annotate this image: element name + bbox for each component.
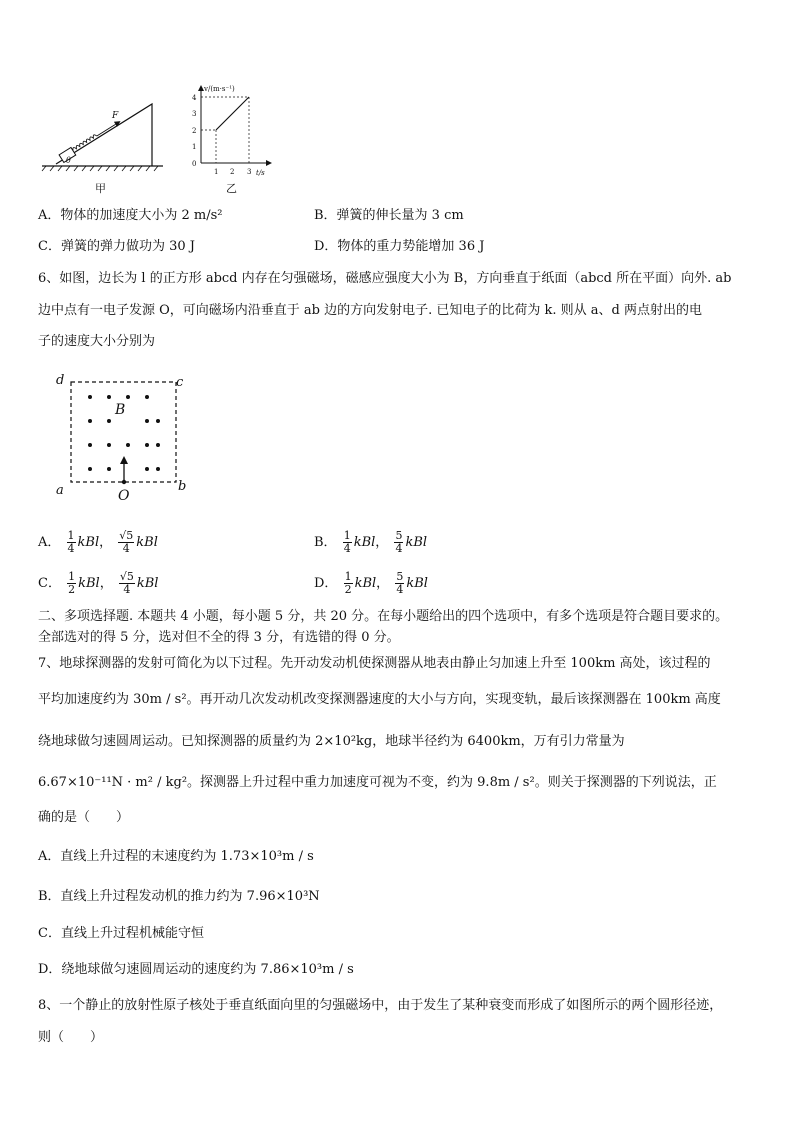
- x-tick-2: 2: [230, 168, 235, 176]
- frac-den: 4: [396, 583, 404, 596]
- frac-num: 1: [68, 570, 76, 583]
- x-tick-1: 1: [214, 168, 219, 176]
- section2-instructions-line-1: 二、多项选择题. 本题共 4 小题，每小题 5 分，共 20 分。在每小题给出的四个选项中，有多个选项是符合题目要求的。: [38, 609, 729, 624]
- frac-num: 5: [396, 570, 404, 583]
- frac-tail: kBl: [77, 535, 100, 550]
- q7-text-line-5: 确的是（ ）: [38, 810, 130, 825]
- frac-den: 4: [67, 542, 75, 555]
- q7-option-b[interactable]: B．直线上升过程发动机的推力约为 7.96×10³N: [38, 889, 320, 904]
- q6-text-line-1: 6、如图，边长为 l 的正方形 abcd 内存在匀强磁场，磁感应强度大小为 B，方向垂直于纸面（abcd 所在平面）向外. ab: [38, 271, 732, 286]
- x-tick-3: 3: [247, 168, 252, 176]
- q7-text-line-4: 6.67×10⁻¹¹N · m² / kg²。探测器上升过程中重力加速度可视为不变，约为 9.8m / s²。则关于探测器的下列说法，正: [38, 775, 717, 790]
- frac-tail: kBl: [136, 576, 159, 591]
- y-tick-0: 0: [192, 160, 197, 168]
- q5-option-d[interactable]: D．物体的重力势能增加 36 J: [314, 239, 485, 254]
- q5-option-b[interactable]: B．弹簧的伸长量为 3 cm: [314, 208, 464, 223]
- y-tick-2: 2: [192, 127, 197, 135]
- q8-text-line-2: 则（ ）: [38, 1030, 104, 1045]
- frac-tail: kBl: [136, 535, 158, 550]
- frac-den: 4: [343, 542, 351, 555]
- separator: ，: [99, 535, 113, 550]
- q7-option-a[interactable]: A．直线上升过程的末速度约为 1.73×10³m / s: [38, 849, 314, 864]
- q7-option-d[interactable]: D．绕地球做匀速圆周运动的速度约为 7.86×10³m / s: [38, 962, 354, 977]
- y-tick-4: 4: [192, 94, 197, 102]
- frac-num: 1: [67, 529, 75, 542]
- q7-option-c[interactable]: C．直线上升过程机械能守恒: [38, 926, 204, 941]
- frac-den: 4: [395, 542, 403, 555]
- y-tick-1: 1: [192, 143, 197, 151]
- frac-num: 1: [343, 529, 351, 542]
- y-axis-label: v/(m·s⁻¹): [204, 85, 235, 93]
- corner-b-label: b: [178, 479, 187, 494]
- q6-option-c-label: C．: [38, 576, 61, 591]
- frac-num: √5: [119, 529, 134, 542]
- q6-option-b-label: B．: [314, 535, 337, 550]
- field-b-label: B: [115, 402, 126, 418]
- separator: ，: [376, 576, 390, 591]
- q5-option-a[interactable]: A．物体的加速度大小为 2 m/s²: [38, 208, 223, 223]
- fig-caption-yi: 乙: [226, 182, 237, 195]
- angle-label: θ: [66, 156, 71, 165]
- frac-tail: kBl: [354, 576, 377, 591]
- frac-tail: kBl: [406, 576, 428, 591]
- frac-num: 1: [344, 570, 352, 583]
- q8-text-line-1: 8、一个静止的放射性原子核处于垂直纸面向里的匀强磁场中，由于发生了某种衰变而形成了如图所示的两个圆形径迹，: [38, 998, 723, 1013]
- separator: ，: [99, 576, 113, 591]
- q6-text-line-2: 边中点有一电子发源 O，可向磁场内沿垂直于 ab 边的方向发射电子. 已知电子的比荷为 k. 则从 a、d 两点射出的电: [38, 303, 703, 318]
- frac-den: 4: [123, 583, 131, 596]
- source-o-label: O: [118, 488, 130, 504]
- frac-den: 2: [68, 583, 76, 596]
- frac-tail: kBl: [405, 535, 428, 550]
- q6-option-d-label: D．: [314, 576, 338, 591]
- frac-den: 4: [122, 542, 130, 555]
- q6-option-a-label: A．: [38, 535, 61, 550]
- corner-a-label: a: [56, 483, 64, 498]
- corner-d-label: d: [56, 373, 65, 388]
- frac-num: 5: [395, 529, 403, 542]
- q6-option-c[interactable]: [38, 569, 158, 599]
- corner-c-label: c: [176, 375, 184, 390]
- q7-text-line-1: 7、地球探测器的发射可简化为以下过程。先开动发动机使探测器从地表由静止匀加速上升至 100km 高处，该过程的: [38, 656, 711, 671]
- separator: ，: [375, 535, 389, 550]
- frac-num: √5: [119, 570, 134, 583]
- frac-tail: kBl: [353, 535, 376, 550]
- q6-text-line-3: 子的速度大小分别为: [38, 334, 156, 349]
- x-axis-label: t/s: [256, 169, 265, 177]
- magnetic-field-figure: [54, 370, 194, 505]
- q6-option-b[interactable]: [314, 528, 427, 558]
- q7-text-line-2: 平均加速度约为 30m / s²。再开动几次发动机改变探测器速度的大小与方向，实现变轨，最后该探测器在 100km 高度: [38, 692, 721, 707]
- q6-option-a[interactable]: [38, 528, 158, 558]
- vt-graph: [186, 84, 278, 180]
- q5-option-c[interactable]: C．弹簧的弹力做功为 30 J: [38, 239, 195, 254]
- fig-caption-jia: 甲: [95, 182, 106, 195]
- y-tick-3: 3: [192, 110, 197, 118]
- incline-figure: [38, 96, 168, 176]
- frac-tail: kBl: [78, 576, 100, 591]
- frac-den: 2: [344, 583, 352, 596]
- force-label: F: [112, 111, 119, 121]
- q7-text-line-3: 绕地球做匀速圆周运动。已知探测器的质量约为 2×10²kg，地球半径约为 6400km，万有引力常量为: [38, 734, 625, 749]
- q6-option-d[interactable]: [314, 569, 428, 599]
- section2-instructions-line-2: 全部选对的得 5 分，选对但不全的得 3 分，有选错的得 0 分。: [38, 630, 400, 645]
